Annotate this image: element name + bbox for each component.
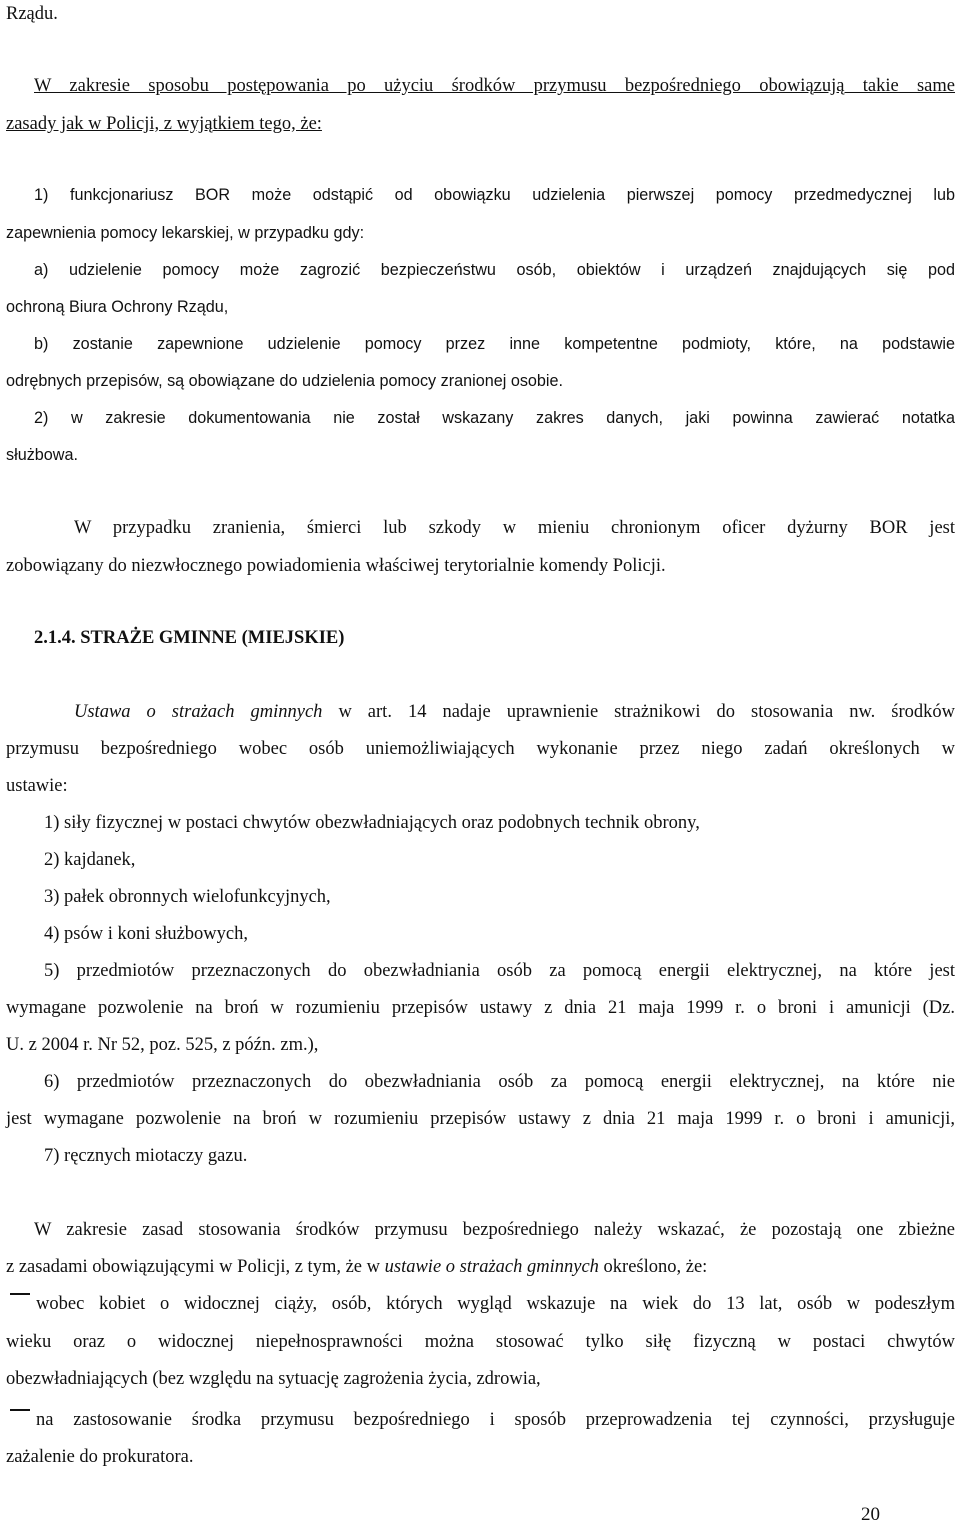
dash-icon — [10, 1409, 30, 1411]
intro-bor-line-1: W zakresie sposobu postępowania po użyciu środków przymusu bezpośredniego obowiązują takie same — [34, 76, 955, 96]
straze-item-6-line-2: jest wymagane pozwolenie na broń w rozumieniu przepisów ustawy z dnia 21 maja 1999 r. o broni i amunicji, — [6, 1109, 955, 1129]
straze-item-4: 4) psów i koni służbowych, — [44, 924, 248, 944]
straze-intro-line-1 — [74, 701, 955, 723]
rules-dash-item-2-line-2: zażalenie do prokuratora. — [6, 1447, 194, 1467]
top-fragment: Rządu. — [6, 4, 58, 24]
rules-dash-2-text: na zastosowanie środka przymusu bezpośredniego i sposób przeprowadzenia tej czynności, przysługuje — [36, 1410, 955, 1430]
injury-line-1: W przypadku zranienia, śmierci lub szkody w mieniu chronionym oficer dyżurny BOR jest — [74, 518, 955, 538]
rules-dash-item-2-line-1 — [10, 1409, 955, 1431]
bor-item-1-line-2: zapewnienia pomocy lekarskiej, w przypadku gdy: — [6, 224, 365, 242]
bor-item-b-line-2: odrębnych przepisów, są obowiązane do udzielenia pomocy zranionej osobie. — [6, 372, 564, 390]
straze-item-3: 3) pałek obronnych wielofunkcyjnych, — [44, 887, 331, 907]
straze-intro-line-2: przymusu bezpośredniego wobec osób uniemożliwiających wykonanie przez niego zadań określonych w — [6, 739, 955, 759]
rules-dash-item-1-line-1 — [10, 1293, 955, 1315]
straze-item-5-line-3: U. z 2004 r. Nr 52, poz. 525, z późn. zm.), — [6, 1035, 319, 1055]
rules-line-2-a: z zasadami obowiązującymi w Policji, z tym, że w — [6, 1257, 385, 1277]
straze-intro-rest: w art. 14 nadaje uprawnienie strażnikowi do stosowania nw. środków — [322, 702, 955, 722]
straze-item-5-line-2: wymagane pozwolenie na broń w rozumieniu przepisów ustawy z dnia 21 maja 1999 r. o broni i amunicji (Dz. — [6, 998, 955, 1018]
act-title: Ustawa o strażach gminnych — [74, 702, 323, 722]
section-heading: 2.1.4. STRAŻE GMINNE (MIEJSKIE) — [34, 628, 345, 648]
straze-item-2: 2) kajdanek, — [44, 850, 136, 870]
dash-icon — [10, 1293, 30, 1295]
straze-item-7: 7) ręcznych miotaczy gazu. — [44, 1146, 248, 1166]
bor-item-b-line-1: b) zostanie zapewnione udzielenie pomocy przez inne kompetentne podmioty, które, na podstawie — [34, 335, 955, 353]
bor-item-2-line-2: służbowa. — [6, 446, 78, 464]
bor-item-a-line-2: ochroną Biura Ochrony Rządu, — [6, 298, 229, 316]
straze-item-6-line-1: 6) przedmiotów przeznaczonych do obezwładniania osób za pomocą energii elektrycznej, na które nie — [44, 1072, 955, 1092]
rules-line-1: W zakresie zasad stosowania środków przymusu bezpośredniego należy wskazać, że pozostają one zbieżne — [34, 1220, 955, 1240]
bor-item-a-line-1: a) udzielenie pomocy może zagrozić bezpieczeństwu osób, obiektów i urządzeń znajdujących się pod — [34, 261, 955, 279]
rules-act-title: ustawie o strażach gminnych — [384, 1257, 599, 1277]
rules-dash-item-1-line-2: wieku oraz o widocznej niepełnosprawności można stosować tylko siłę fizyczną w postaci chwytów — [6, 1332, 955, 1352]
rules-line-2 — [6, 1256, 955, 1278]
bor-item-1-line-1: 1) funkcjonariusz BOR może odstąpić od obowiązku udzielenia pierwszej pomocy przedmedycznej lub — [34, 186, 955, 204]
intro-bor-line-2: zasady jak w Policji, z wyjątkiem tego, że: — [6, 114, 322, 134]
straze-intro-line-3: ustawie: — [6, 776, 68, 796]
straze-item-1: 1) siły fizycznej w postaci chwytów obezwładniających oraz podobnych technik obrony, — [44, 813, 700, 833]
page-number: 20 — [861, 1504, 880, 1525]
injury-line-2: zobowiązany do niezwłocznego powiadomienia właściwej terytorialnie komendy Policji. — [6, 556, 666, 576]
rules-line-2-b: określono, że: — [598, 1257, 708, 1277]
bor-item-2-line-1: 2) w zakresie dokumentowania nie został wskazany zakres danych, jaki powinna zawierać notatka — [34, 409, 955, 427]
straze-item-5-line-1: 5) przedmiotów przeznaczonych do obezwładniania osób za pomocą energii elektrycznej, na które jest — [44, 961, 955, 981]
rules-dash-item-1-line-3: obezwładniających (bez względu na sytuację zagrożenia życia, zdrowia, — [6, 1369, 541, 1389]
rules-dash-1-text: wobec kobiet o widocznej ciąży, osób, których wygląd wskazuje na wiek do 13 lat, osób w podeszłym — [36, 1294, 955, 1314]
